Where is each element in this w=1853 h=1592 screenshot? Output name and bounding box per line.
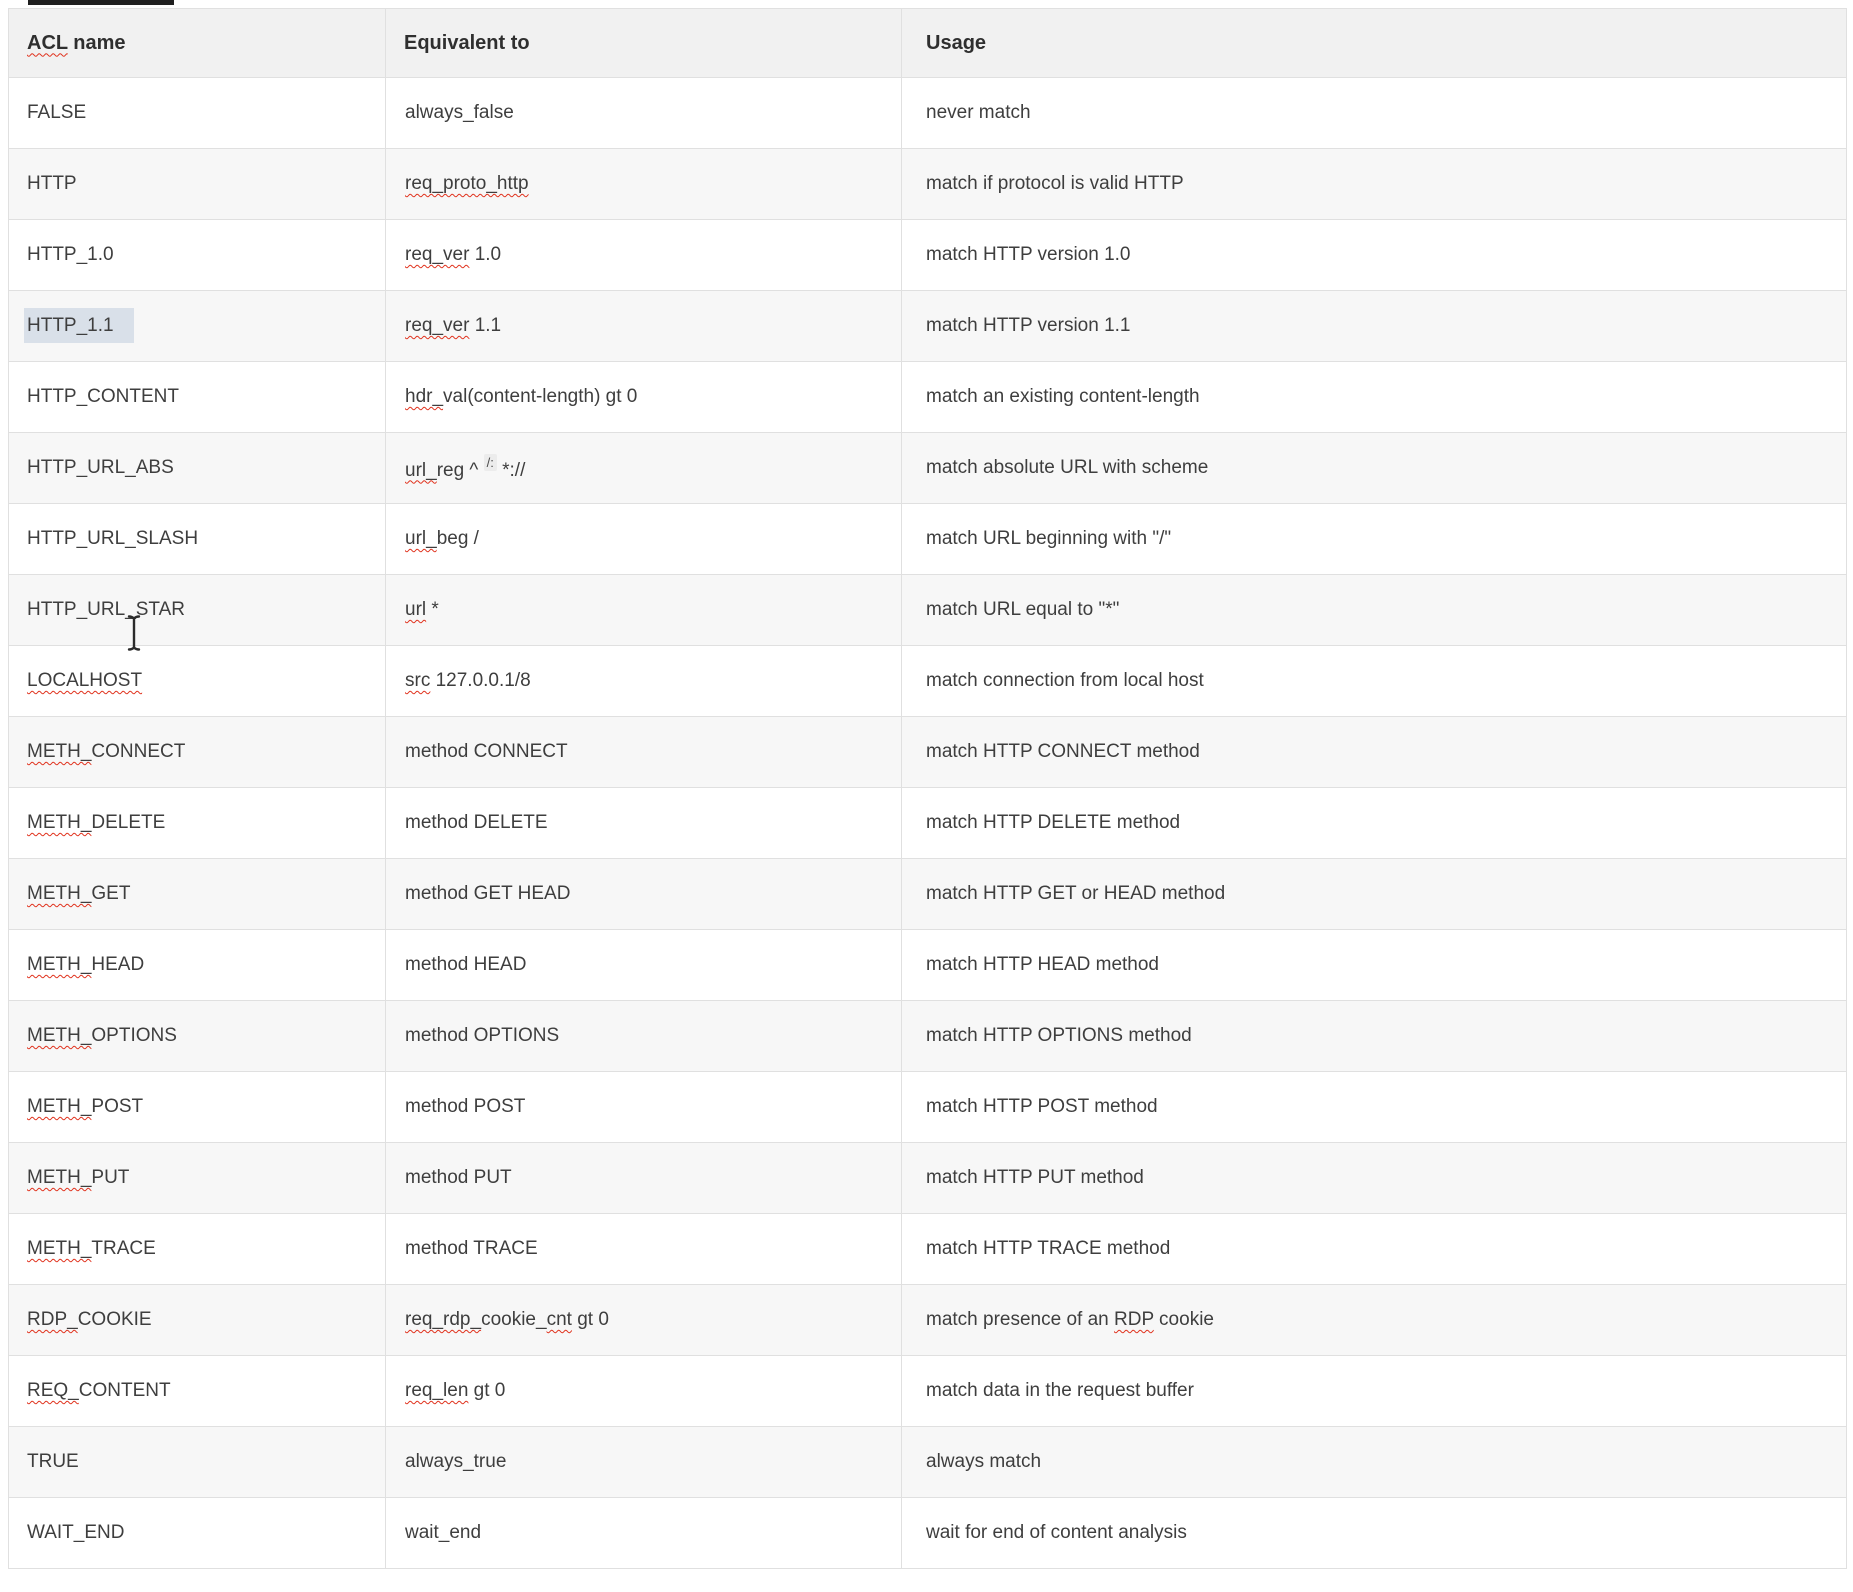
acl-name-cell (9, 646, 386, 717)
table-row (9, 149, 1847, 220)
text-segment: match HTTP DELETE method (926, 812, 1181, 833)
text-segment: method POST (405, 1096, 526, 1117)
table-row (9, 1143, 1847, 1214)
table-row (9, 788, 1847, 859)
text-segment: CONNECT (91, 741, 186, 762)
acl-name-cell (9, 1143, 386, 1214)
table-row (9, 362, 1847, 433)
misspelled-text: METH_ (27, 1025, 92, 1046)
equivalent-cell (386, 1356, 902, 1427)
regex-fragment: /: (484, 454, 497, 471)
text-segment: always_true (405, 1451, 507, 1472)
text-segment: match HTTP POST method (926, 1096, 1158, 1117)
table-row (9, 1427, 1847, 1498)
text-segment: match HTTP PUT method (926, 1167, 1144, 1188)
misspelled-text: RDP (1114, 1309, 1154, 1330)
text-segment: WAIT_END (27, 1522, 125, 1543)
table-row (9, 859, 1847, 930)
misspelled-text: req_proto_http (405, 173, 529, 194)
acl-name-cell (9, 362, 386, 433)
table-row (9, 1214, 1847, 1285)
equivalent-cell (386, 1001, 902, 1072)
text-segment: reg ^ (436, 459, 484, 481)
acl-name-cell (9, 859, 386, 930)
text-segment: HEAD (91, 954, 145, 975)
text-segment: match HTTP OPTIONS method (926, 1025, 1192, 1046)
misspelled-text: METH_ (27, 1096, 92, 1117)
predefined-acls-table (8, 8, 1847, 1569)
text-segment: method HEAD (405, 954, 527, 975)
text-segment: gt 0 (468, 1380, 506, 1401)
text-segment: COOKIE (77, 1309, 152, 1330)
text-segment: name (67, 31, 126, 54)
usage-cell (902, 788, 1847, 859)
table-row (9, 1498, 1847, 1569)
text-segment: GET (91, 883, 131, 904)
text-segment: match HTTP version 1.1 (926, 315, 1131, 336)
misspelled-text: METH_ (27, 1167, 92, 1188)
equivalent-cell (386, 1143, 902, 1214)
selected-text: HTTP_1.1 (24, 308, 134, 343)
text-segment: method DELETE (405, 812, 548, 833)
text-segment: PUT (91, 1167, 130, 1188)
misspelled-text: METH_ (27, 741, 92, 762)
text-segment: *:// (496, 459, 526, 481)
text-segment: match URL equal to "*" (926, 599, 1120, 620)
usage-cell (902, 433, 1847, 504)
text-segment: match if protocol is valid HTTP (926, 173, 1184, 194)
equivalent-cell (386, 788, 902, 859)
misspelled-text: RDP_ (27, 1309, 78, 1330)
table-row (9, 717, 1847, 788)
equivalent-cell (386, 291, 902, 362)
misspelled-text: ACL (27, 31, 68, 54)
table-row (9, 1285, 1847, 1356)
usage-cell (902, 1427, 1847, 1498)
misspelled-text: req_len (405, 1380, 469, 1401)
text-segment: match HTTP GET or HEAD method (926, 883, 1226, 904)
text-segment: TRACE (91, 1238, 156, 1259)
text-segment: method OPTIONS (405, 1025, 560, 1046)
acl-name-cell (9, 575, 386, 646)
equivalent-cell (386, 1214, 902, 1285)
equivalent-cell (386, 1285, 902, 1356)
text-segment: match an existing content-length (926, 386, 1200, 407)
acl-name-cell (9, 220, 386, 291)
usage-cell (902, 575, 1847, 646)
acl-name-cell (9, 1427, 386, 1498)
misspelled-text: REQ_ (27, 1380, 79, 1401)
text-segment: match data in the request buffer (926, 1380, 1194, 1401)
text-segment: DELETE (91, 812, 166, 833)
equivalent-cell (386, 433, 902, 504)
misspelled-text: METH_ (27, 883, 92, 904)
text-segment: match absolute URL with scheme (926, 457, 1209, 478)
acl-name-cell (9, 78, 386, 149)
acl-name-cell (9, 1285, 386, 1356)
misspelled-text: hdr_ (405, 386, 444, 407)
table-row (9, 575, 1847, 646)
column-header-acl-name (9, 9, 386, 78)
table-row (9, 930, 1847, 1001)
header-row (9, 9, 1847, 78)
equivalent-cell (386, 646, 902, 717)
misspelled-text: cnt (546, 1309, 572, 1330)
text-segment: 1.0 (469, 244, 502, 265)
text-segment: CONTENT (78, 1380, 171, 1401)
text-segment: POST (91, 1096, 144, 1117)
text-segment: Equivalent to (404, 31, 530, 54)
acl-name-cell (9, 788, 386, 859)
misspelled-text: METH_ (27, 1238, 92, 1259)
column-header-usage (902, 9, 1847, 78)
text-segment: HTTP_URL_SLASH (27, 528, 199, 549)
table-row (9, 220, 1847, 291)
text-segment: never match (926, 102, 1031, 123)
equivalent-cell (386, 149, 902, 220)
table-row (9, 1001, 1847, 1072)
equivalent-cell (386, 362, 902, 433)
table-row (9, 433, 1847, 504)
clipped-content-fragment (28, 0, 174, 5)
acl-name-cell (9, 1001, 386, 1072)
usage-cell (902, 1356, 1847, 1427)
usage-cell (902, 646, 1847, 717)
acl-name-cell (9, 149, 386, 220)
misspelled-text: req_rdp_ (405, 1309, 482, 1330)
text-segment: method GET HEAD (405, 883, 571, 904)
equivalent-cell (386, 930, 902, 1001)
text-segment: FALSE (27, 102, 87, 123)
misspelled-text: url_ (405, 459, 437, 481)
table-row (9, 78, 1847, 149)
misspelled-text: METH_ (27, 812, 92, 833)
usage-cell (902, 504, 1847, 575)
usage-cell (902, 1214, 1847, 1285)
text-segment: HTTP (27, 173, 77, 194)
text-segment: wait for end of content analysis (926, 1522, 1187, 1543)
text-segment: OPTIONS (91, 1025, 177, 1046)
table-row (9, 1356, 1847, 1427)
misspelled-text: src (405, 670, 431, 691)
text-segment: 127.0.0.1/8 (430, 670, 531, 691)
text-segment: 1.1 (469, 315, 502, 336)
usage-cell (902, 362, 1847, 433)
acl-name-cell (9, 930, 386, 1001)
text-segment: method CONNECT (405, 741, 568, 762)
acl-name-cell (9, 433, 386, 504)
misspelled-text: req_ver (405, 315, 470, 336)
text-segment: match connection from local host (926, 670, 1204, 691)
text-segment: match HTTP TRACE method (926, 1238, 1171, 1259)
acl-name-cell (9, 1356, 386, 1427)
text-segment: always_false (405, 102, 514, 123)
text-segment: gt 0 (571, 1309, 609, 1330)
acl-name-cell (9, 291, 386, 362)
text-segment: HTTP_CONTENT (27, 386, 179, 407)
misspelled-text: LOCALHOST (27, 670, 143, 691)
usage-cell (902, 1072, 1847, 1143)
text-segment: Usage (926, 31, 987, 54)
equivalent-cell (386, 220, 902, 291)
text-segment: match HTTP CONNECT method (926, 741, 1200, 762)
usage-cell (902, 291, 1847, 362)
table-body (9, 78, 1847, 1569)
text-segment: match URL beginning with "/" (926, 528, 1172, 549)
text-segment: HTTP_URL_STAR (27, 599, 186, 620)
text-segment: cookie (1153, 1309, 1214, 1330)
equivalent-cell (386, 1427, 902, 1498)
usage-cell (902, 717, 1847, 788)
text-segment: method TRACE (405, 1238, 538, 1259)
misspelled-text: METH_ (27, 954, 92, 975)
usage-cell (902, 1001, 1847, 1072)
usage-cell (902, 1285, 1847, 1356)
acl-name-cell (9, 1498, 386, 1569)
text-segment: method PUT (405, 1167, 512, 1188)
table-row (9, 1072, 1847, 1143)
usage-cell (902, 930, 1847, 1001)
text-segment: match presence of an (926, 1309, 1114, 1330)
equivalent-cell (386, 575, 902, 646)
text-segment: match HTTP version 1.0 (926, 244, 1131, 265)
misspelled-text: url (405, 599, 427, 620)
usage-cell (902, 78, 1847, 149)
text-ibeam-cursor-icon (126, 614, 142, 652)
text-segment: HTTP_URL_ABS (27, 457, 174, 478)
usage-cell (902, 859, 1847, 930)
table-row (9, 646, 1847, 717)
misspelled-text: req_ver (405, 244, 470, 265)
text-segment: cookie_ (481, 1309, 547, 1330)
text-segment: always match (926, 1451, 1042, 1472)
equivalent-cell (386, 859, 902, 930)
text-segment: TRUE (27, 1451, 79, 1472)
table-row (9, 291, 1847, 362)
table-row (9, 504, 1847, 575)
usage-cell (902, 220, 1847, 291)
acl-name-cell (9, 504, 386, 575)
acl-name-cell (9, 717, 386, 788)
equivalent-cell (386, 1072, 902, 1143)
text-segment: beg / (436, 528, 479, 549)
misspelled-text: url_ (405, 528, 437, 549)
equivalent-cell (386, 1498, 902, 1569)
table-header (9, 9, 1847, 78)
acl-name-cell (9, 1072, 386, 1143)
usage-cell (902, 1498, 1847, 1569)
acl-name-cell (9, 1214, 386, 1285)
text-segment: HTTP_1.0 (27, 244, 114, 265)
usage-cell (902, 1143, 1847, 1214)
text-segment: match HTTP HEAD method (926, 954, 1160, 975)
equivalent-cell (386, 78, 902, 149)
text-segment: wait_end (405, 1522, 482, 1543)
column-header-equivalent-to (386, 9, 902, 78)
predefined-acls-table-wrap (8, 8, 1846, 1569)
text-segment: * (426, 599, 439, 620)
usage-cell (902, 149, 1847, 220)
equivalent-cell (386, 504, 902, 575)
text-segment: val(content-length) gt 0 (443, 386, 638, 407)
equivalent-cell (386, 717, 902, 788)
